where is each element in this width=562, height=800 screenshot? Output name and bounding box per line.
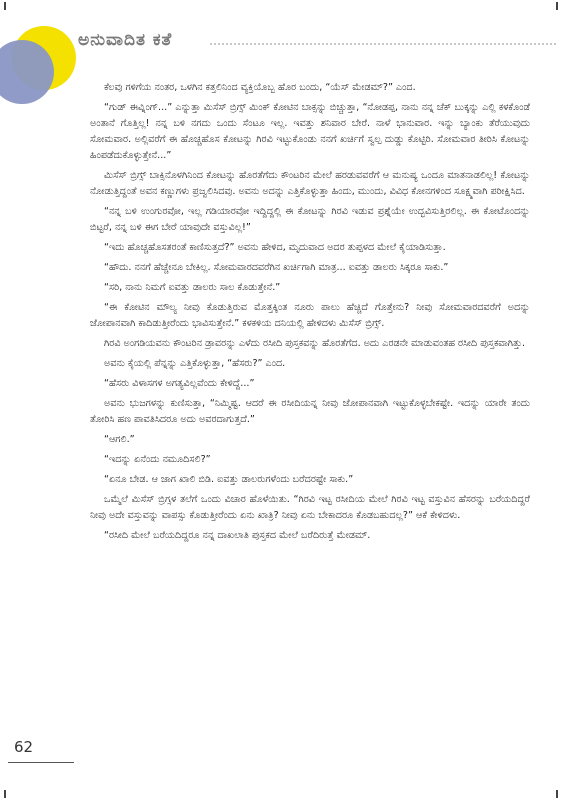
paragraph: “ಇದು ಹೊಚ್ಚಹೊಸತರಂತೆ ಕಾಣಿಸುತ್ತದೆ?” ಅವನು ಹೇಳಿದ, ಮೃದುವಾದ ಅದರ ತುಪ್ಪಳದ ಮೇಲೆ ಕೈಯಾಡಿಸುತ್ತಾ. (104, 242, 446, 253)
paragraph: “ಇದನ್ನು ಏನೆಂದು ನಮೂದಿಸಲಿ?” (104, 454, 211, 465)
paragraph: “ಈ ಕೋಟಿನ ಮೌಲ್ಯ ನೀವು ಕೊಡುತ್ತಿರುವ ಮೊತ್ತಕ್ಕಿಂತ ನೂರು ಪಾಲು ಹೆಚ್ಚಿದೆ ಗೊತ್ತೇನು? ನೀವು ಸೋಮವಾರದವರೆಗೆ ಅದನ್ನು ಜೋಪಾನವಾಗಿ ಕಾದಿಡುತ್ತೀರೆಂದು ಭಾವಿಸುತ್ತೇನೆ.” ಕಳಕಳಿಯ ದನಿಯಲ್ಲಿ ಹೇಳಿದಳು ಮಿಸೆಸ್ ಬ್ರಿಗ್ಸ್. (90, 302, 530, 329)
crop-mark-top-left (4, 2, 6, 10)
section-title: ಅನುವಾದಿತ ಕತೆ (78, 30, 173, 50)
paragraph: ಅವನು ಭುಜಗಳನ್ನು ಕುಣಿಸುತ್ತಾ, “ನಿಮ್ಮಿಷ್ಟ. ಆದರೆ ಈ ರಸೀದಿಯನ್ನ ನೀವು ಜೋಪಾನವಾಗಿ ಇಟ್ಟುಕೊಳ್ಳಬೇಕಷ್ಟೇ. ಇದನ್ನು ಯಾರೇ ತಂದು ತೋರಿಸಿ ಹಣ ಪಾವತಿಸಿದರೂ ಅದು ಅವರದಾಗುತ್ತದೆ.” (90, 398, 530, 425)
page-number: 62 (14, 738, 34, 756)
paragraph: “ರಸೀದಿ ಮೇಲೆ ಬರೆಯದಿದ್ದರೂ ನನ್ನ ದಾಖಲಾತಿ ಪುಸ್ತಕದ ಮೇಲೆ ಬರೆದಿರುತ್ತೆ ಮೇಡಮ್. (104, 530, 371, 541)
paragraph: “ಆಗಲಿ.” (104, 434, 135, 445)
crop-mark-bottom-left (4, 790, 6, 798)
paragraph: ಅವನು ಕೈಯಲ್ಲಿ ಪೆನ್ನನ್ನು ಎತ್ತಿಕೊಳ್ಳುತ್ತಾ, “ಹೆಸರು?” ಎಂದ. (104, 358, 286, 369)
paragraph: “ನನ್ನ ಬಳಿ ಉಂಗುರವೋ, ಇಲ್ಲ ಗಡಿಯಾರವೋ ಇದ್ದಿದ್ದಲ್ಲಿ ಈ ಕೋಟನ್ನು ಗಿರವಿ ಇಡುವ ಪ್ರಶ್ನೆಯೇ ಉದ್ಭವಿಸುತ್ತಿರಲಿಲ್ಲ. ಈ ಕೋಟೊಂದನ್ನು ಬಿಟ್ಟರೆ, ನನ್ನ ಬಳಿ ಈಗ ಬೇರೆ ಯಾವುದೇ ವಸ್ತುವಿಲ್ಲ!” (90, 206, 530, 233)
paragraph: ಮಿಸೆಸ್ ಬ್ರಿಗ್ಸ್ ಬಾಕ್ಸಿನೊಳಗಿನಿಂದ ಕೋಟನ್ನು ಹೊರತೆಗೆದು ಕೌಂಟರಿನ ಮೇಲೆ ಹರಡುವವರೆಗೆ ಆ ಮನುಷ್ಯ ಒಂದೂ ಮಾತನಾಡಲಿಲ್ಲ! ಕೋಟನ್ನು ನೋಡುತ್ತಿದ್ದಂತೆ ಅವನ ಕಣ್ಣುಗಳು ಪ್ರಜ್ವಲಿಸಿದವು. ಅವನು ಅದನ್ನು ಎತ್ತಿಕೊಳ್ಳುತ್ತಾ ಹಿಂದು, ಮುಂದು, ವಿವಿಧ ಕೋನಗಳಿಂದ ಸೂಕ್ಷ್ಮವಾಗಿ ಪರೀಕ್ಷಿಸಿದ. (90, 170, 530, 197)
paragraph: ಒಮ್ಮೆಲೆ ಮಿಸೆಸ್ ಬ್ರಿಗ್ಸಳ ತಲೆಗೆ ಒಂದು ವಿಚಾರ ಹೊಳೆಯಿತು. “ಗಿರವಿ ಇಟ್ಟ ರಸೀದಿಯ ಮೇಲೆ ಗಿರವಿ ಇಟ್ಟ ವಸ್ತುವಿನ ಹೆಸರನ್ನು ಬರೆಯದಿದ್ದರೆ ನೀವು ಅದೇ ವಸ್ತುವನ್ನು ವಾಪಸ್ಸು ಕೊಡುತ್ತೀರೆಂದು ಏನು ಖಾತ್ರಿ? ನೀವು ಏನು ಬೇಕಾದರೂ ಕೊಡಬಹುದಲ್ಲ?” ಆಕೆ ಕೇಳಿದಳು. (90, 494, 530, 521)
paragraph: “ಹೆಸರು ವಿಳಾಸಗಳ ಅಗತ್ಯವಿಲ್ಲವೆಂದು ಕೇಳಿದ್ದೆ...” (104, 378, 255, 389)
footer-rule (8, 762, 74, 763)
crop-mark-bottom-right (556, 790, 558, 798)
paragraph: “ಸರಿ, ನಾನು ನಿಮಗೆ ಐವತ್ತು ಡಾಲರು ಸಾಲ ಕೊಡುತ್ತೇನೆ.” (104, 282, 281, 293)
story-body (90, 80, 530, 548)
paragraph: “ಗುಡ್ ಈವ್ನಿಂಗ್...” ಎನ್ನುತ್ತಾ ಮಿಸೆಸ್ ಬ್ರಿಗ್ಸ್ ಮಿಂಕ್ ಕೋಟಿನ ಬಾಕ್ಸನ್ನು ಬಿಚ್ಚುತ್ತಾ, “ನೋಡಪ್ಪ, ನಾನು ನನ್ನ ಚೆಕ್ ಬುಕ್ಕನ್ನು ಎಲ್ಲಿ ಕಳಕೊಂಡೆ ಅಂತಾನೆ ಗೊತ್ತಿಲ್ಲ! ನನ್ನ ಬಳಿ ನಗದು ಒಂದು ಸೆಂಟೂ ಇಲ್ಲ. ಇವತ್ತು ಶನಿವಾರ ಬೇರೆ. ನಾಳೆ ಭಾನುವಾರ. ಇನ್ನು ಬ್ಯಾಂಕು ತೆರೆಯುವುದು ಸೋಮವಾರ. ಅಲ್ಲಿವರೆಗೆ ಈ ಹೊಚ್ಚಹೊಸ ಕೋಟನ್ನು ಗಿರವಿ ಇಟ್ಟುಕೊಂಡು ನನಗೆ ಖರ್ಚಿಗೆ ಸ್ವಲ್ಪ ದುಡ್ಡು ಕೊಟ್ಟಿರಿ. ಸೋಮವಾರ ತೀರಿಸಿ ಕೋಟನ್ನು ಹಿಂಪಡೆದುಕೊಳ್ಳುತ್ತೇನೆ...” (90, 102, 530, 161)
header-dotted-rule (210, 43, 556, 45)
paragraph: “ಹೌದು. ನನಗೆ ಹೆಚ್ಚೇನೂ ಬೇಕಿಲ್ಲ. ಸೋಮವಾರದವರೆಗಿನ ಖರ್ಚಿಗಾಗಿ ಮಾತ್ರ... ಐವತ್ತು ಡಾಲರು ಸಿಕ್ಕರೂ ಸಾಕು.” (104, 262, 449, 273)
paragraph: ಕೆಲವು ಗಳಿಗೆಯ ನಂತರ, ಒಳಗಿನ ಕತ್ತಲಿನಿಂದ ವ್ಯಕ್ತಿಯೊಬ್ಬ ಹೊರ ಬಂದು, “ಯೆಸ್ ಮೇಡಮ್?” ಎಂದ. (104, 82, 416, 93)
paragraph: “ಏನೂ ಬೇಡ. ಆ ಜಾಗ ಖಾಲಿ ಬಿಡಿ. ಐವತ್ತು ಡಾಲರುಗಳೆಂದು ಬರೆದರಷ್ಟೇ ಸಾಕು.” (104, 474, 354, 485)
crop-mark-top-right (556, 2, 558, 10)
paragraph: ಗಿರವಿ ಅಂಗಡಿಯವನು ಕೌಂಟರಿನ ಡ್ರಾವರನ್ನು ಎಳೆದು ರಸೀದಿ ಪುಸ್ತಕವನ್ನು ಹೊರತೆಗೆದ. ಅದು ಎರಡನೇ ಮಾಡುವಂತಹ ರಸೀದಿ ಪುಸ್ತಕವಾಗಿತ್ತು. (104, 338, 526, 349)
